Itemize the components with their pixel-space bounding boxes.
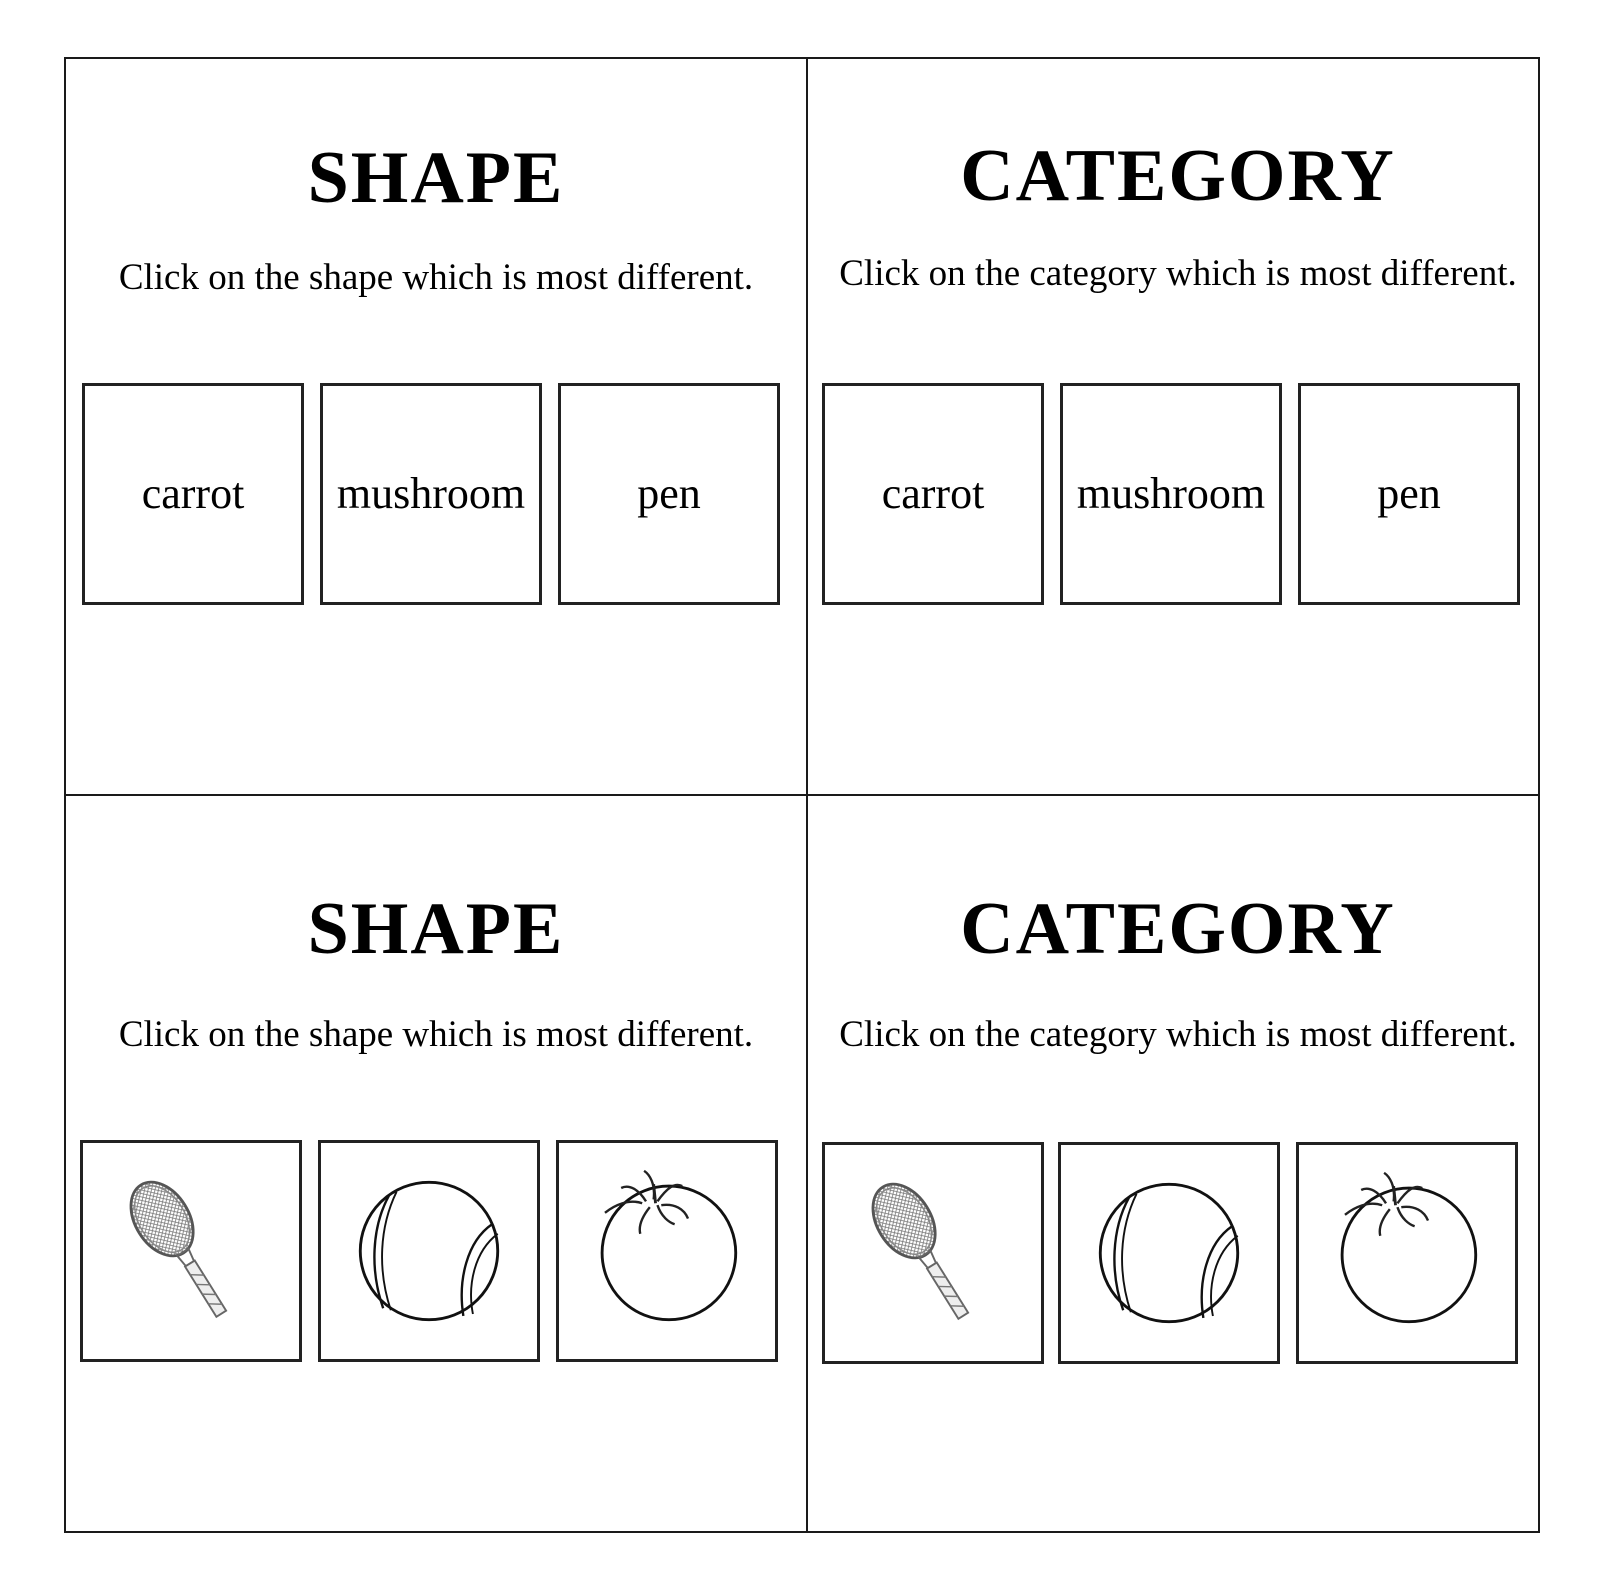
option-card-tomato[interactable] xyxy=(1296,1142,1518,1364)
option-card-mushroom[interactable] xyxy=(1060,383,1282,605)
panel-shape-words xyxy=(66,59,806,794)
option-label: carrot xyxy=(141,469,245,518)
option-card-mushroom[interactable] xyxy=(320,383,542,605)
option-card-pen[interactable] xyxy=(558,383,780,605)
panel-category-pictures xyxy=(808,796,1548,1531)
panel-instruction: Click on the category which is most different. xyxy=(839,253,1517,294)
tennis-racket-icon xyxy=(86,1146,296,1356)
panel-category-words xyxy=(808,59,1548,794)
option-card-carrot[interactable] xyxy=(822,383,1044,605)
panel-instruction: Click on the category which is most different. xyxy=(839,1014,1517,1055)
option-card-tomato[interactable] xyxy=(556,1140,778,1362)
option-label: pen xyxy=(637,469,701,518)
option-card-carrot[interactable] xyxy=(82,383,304,605)
option-label: pen xyxy=(1377,469,1441,518)
panel-title: CATEGORY xyxy=(960,888,1396,970)
option-card-ball[interactable] xyxy=(1058,1142,1280,1364)
option-card-racket[interactable] xyxy=(822,1142,1044,1364)
tennis-ball-icon xyxy=(324,1146,534,1356)
panel-title: SHAPE xyxy=(307,137,565,219)
tennis-ball-icon xyxy=(1064,1148,1274,1358)
tomato-icon xyxy=(562,1146,772,1356)
panel-instruction: Click on the shape which is most different. xyxy=(118,257,754,298)
option-card-ball[interactable] xyxy=(318,1140,540,1362)
panel-title: SHAPE xyxy=(307,888,565,970)
option-card-pen[interactable] xyxy=(1298,383,1520,605)
task-grid xyxy=(64,57,1540,1533)
panel-instruction: Click on the shape which is most different. xyxy=(118,1014,754,1055)
option-label: mushroom xyxy=(336,469,526,518)
tennis-racket-icon xyxy=(828,1148,1038,1358)
option-label: mushroom xyxy=(1076,469,1266,518)
option-label: carrot xyxy=(881,469,985,518)
panel-shape-pictures xyxy=(66,796,806,1531)
option-card-racket[interactable] xyxy=(80,1140,302,1362)
tomato-icon xyxy=(1302,1148,1512,1358)
panel-title: CATEGORY xyxy=(960,135,1396,217)
